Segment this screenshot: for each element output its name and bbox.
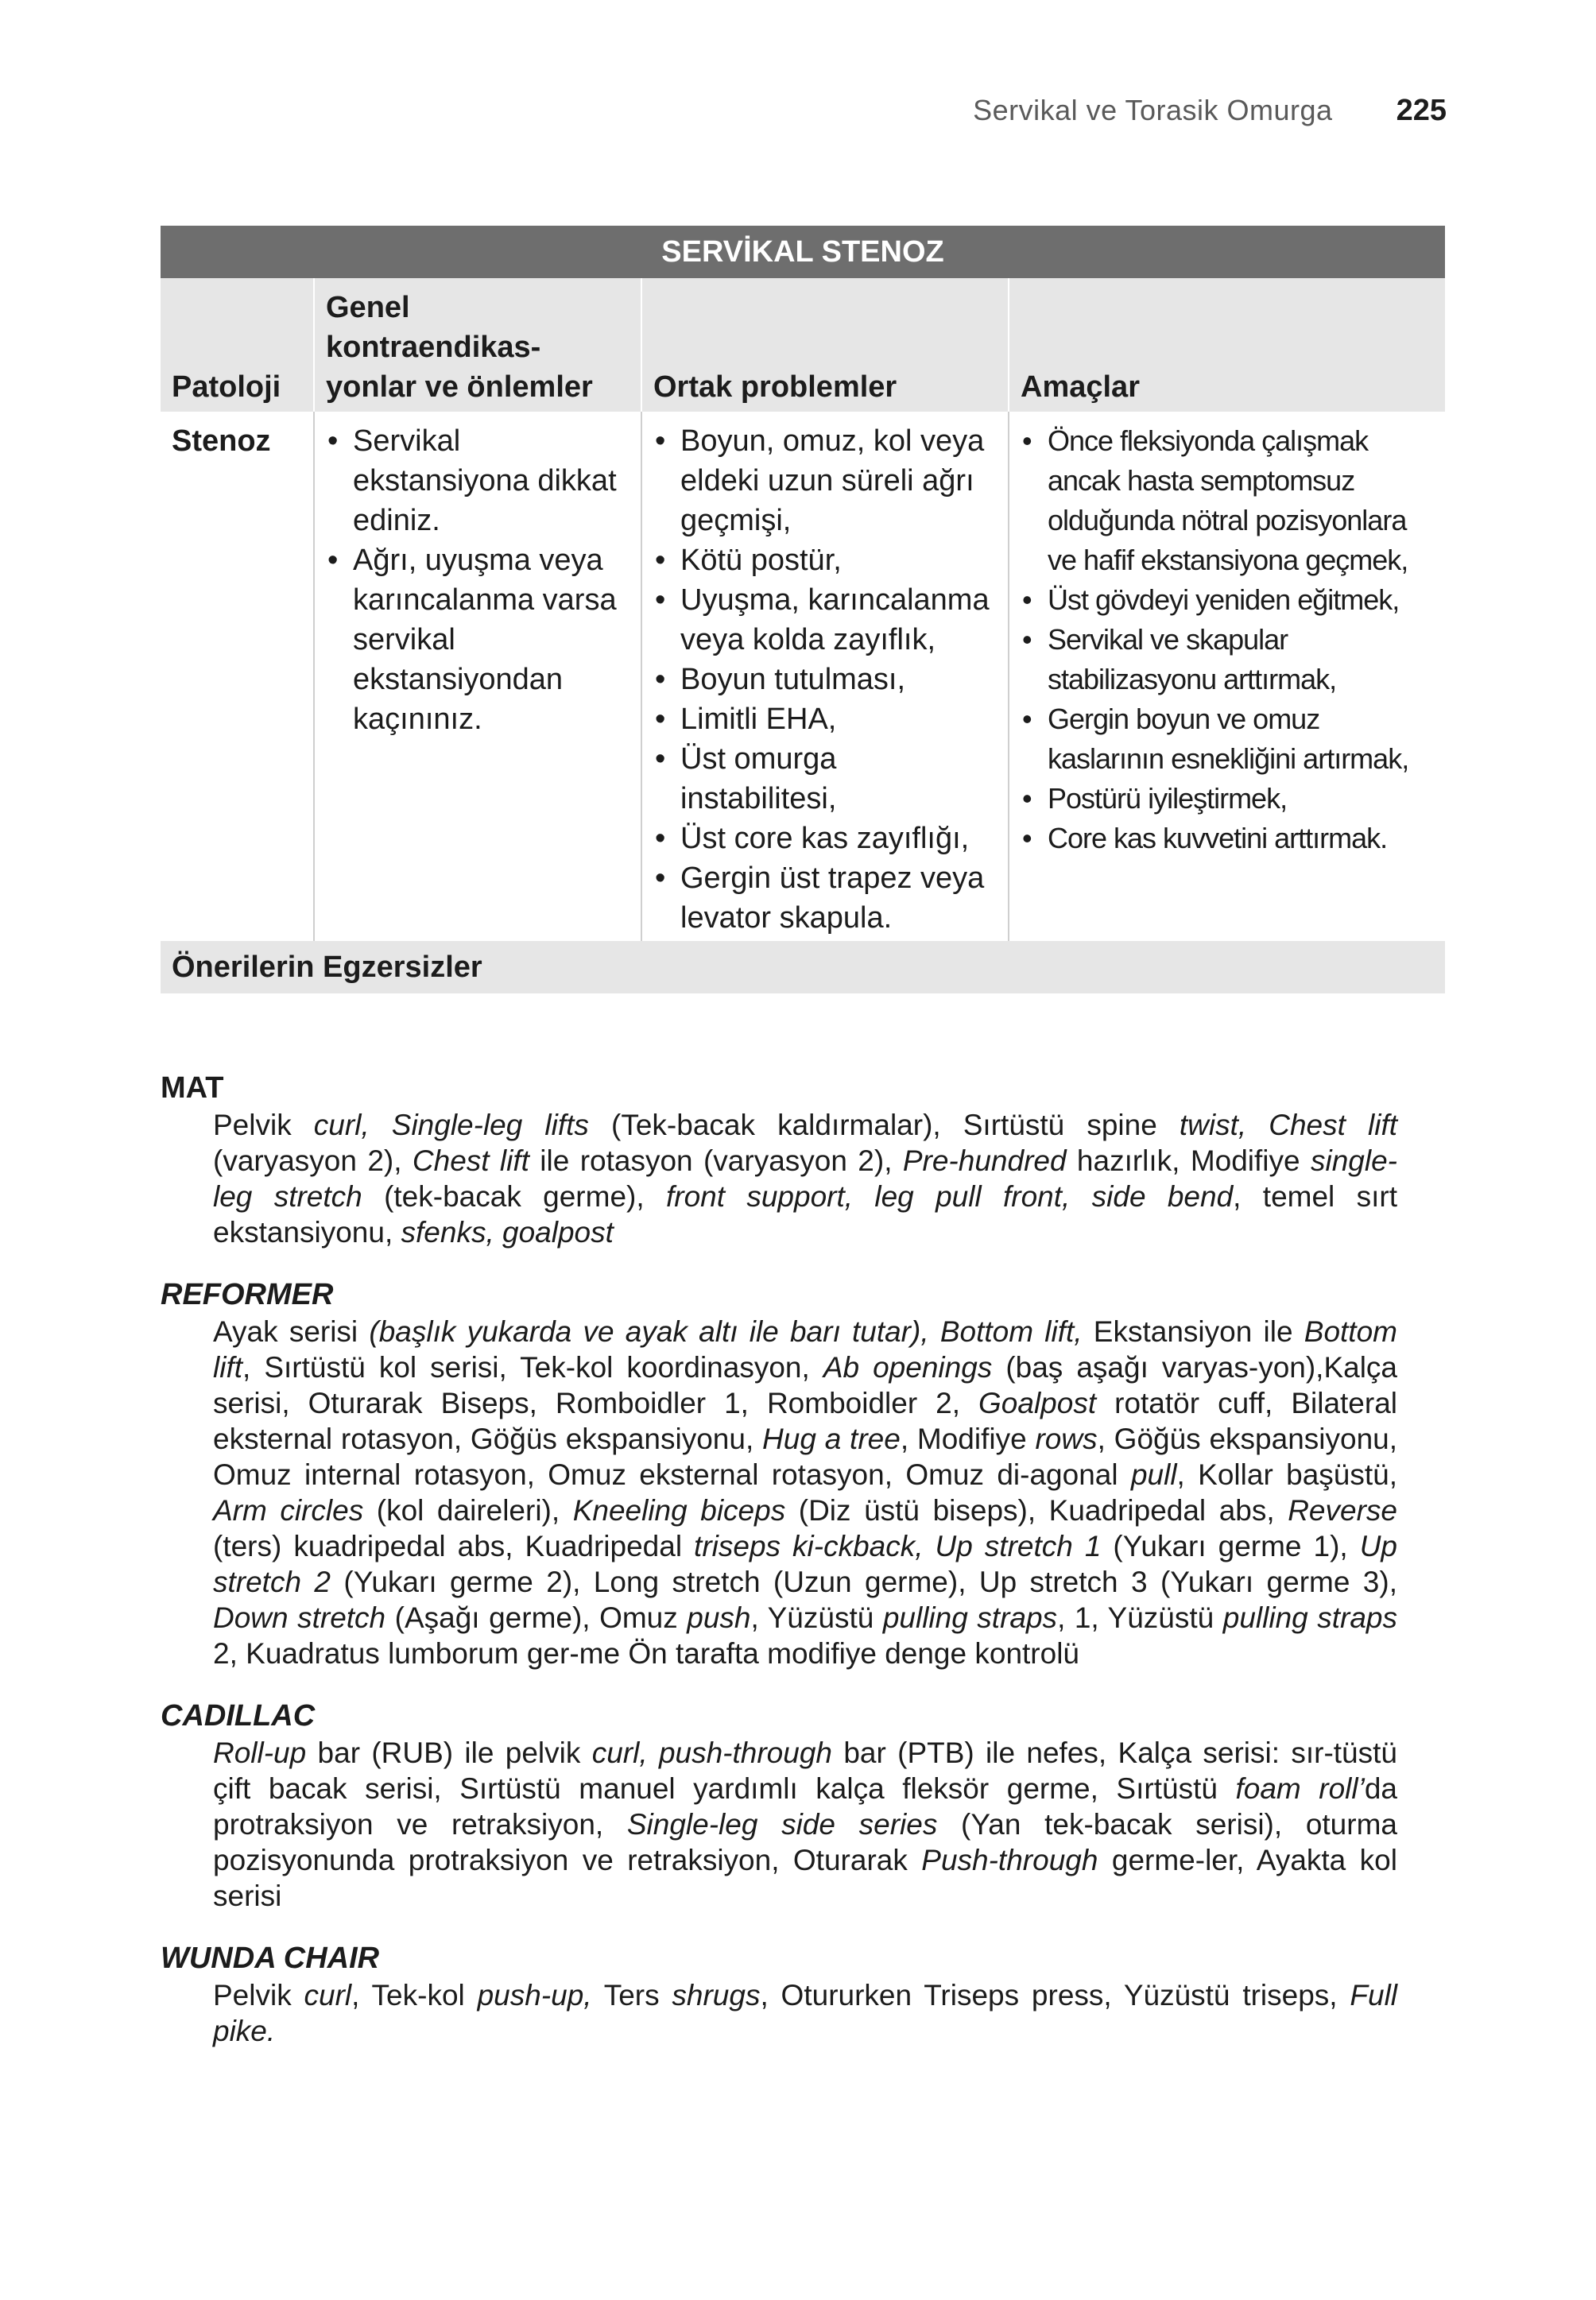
text-run: (Yukarı germe 2), Long stretch (Uzun germe), Up stretch 3 (Yukarı germe 3), <box>331 1566 1397 1598</box>
text-run: (kol daireleri), <box>363 1494 573 1527</box>
text-run: Üst <box>680 822 734 855</box>
italic-text: Pre-hundred <box>902 1144 1067 1177</box>
text-run: germe-ler, Ayakta kol serisi <box>213 1844 1397 1912</box>
text-run: , Sırtüstü kol serisi, Tek-kol koordinasyon, <box>242 1351 823 1384</box>
text-run: Ters <box>591 1979 672 2012</box>
text-run: Üst omurga instabilitesi, <box>680 742 837 815</box>
text-run: (baş aşağı varyas-yon),Kalça serisi, Oturarak Biseps, Romboidler 1, Romboidler 2, <box>213 1351 1398 1419</box>
italic-text: foam roll’ <box>1235 1772 1365 1805</box>
text-run: Gergin boyun ve omuz kaslarının esnekliğini artırmak, <box>1048 703 1409 775</box>
column-header-goals: Amaçlar <box>1009 278 1445 412</box>
text-run: Ekstansiyon ile <box>1082 1315 1304 1348</box>
italic-text: Single-leg side series <box>626 1808 938 1841</box>
italic-text: Roll-up <box>213 1737 307 1769</box>
text-run: (Tek-bacak kaldırmalar), Sırtüstü spine <box>588 1109 1180 1141</box>
list-item <box>653 540 997 580</box>
italic-text: Chest lift <box>412 1144 529 1177</box>
recommended-exercises-label: Önerilerin Egzersizler <box>161 941 1445 993</box>
text-run: Üst gövdeyi yeniden eğitmek, <box>1048 583 1400 616</box>
text-run: bar (RUB) ile pelvik <box>306 1737 592 1769</box>
italic-text: Full pike. <box>213 1979 1398 2047</box>
list-item <box>653 699 997 739</box>
italic-text: Core <box>1048 822 1107 854</box>
list-item <box>653 858 997 938</box>
section-body <box>161 1735 1397 1914</box>
italic-text: core <box>734 822 793 855</box>
list-item <box>1021 819 1434 858</box>
exercise-section <box>161 1697 1445 1914</box>
section-body <box>161 1107 1397 1250</box>
goals-list <box>1021 421 1434 858</box>
column-header-pathology: Patoloji <box>161 278 314 412</box>
text-run: , Modifiye <box>900 1423 1036 1455</box>
italic-text: pulling straps <box>1222 1601 1397 1634</box>
text-run: Uyuşma, karıncalanma veya kolda zayıflık, <box>680 583 990 656</box>
text-run: (tek-bacak germe), <box>362 1180 666 1213</box>
italic-text: curl, Single-leg lifts <box>313 1109 589 1141</box>
text-run: Gergin üst trapez veya levator skapula. <box>680 862 985 935</box>
italic-text: single-leg stretch <box>213 1144 1397 1213</box>
text-run: rotatör cuff, Bilateral eksternal rotasyon, Göğüs ekspansiyonu, <box>213 1387 1397 1455</box>
italic-text: twist, Chest lift <box>1179 1109 1398 1141</box>
section-heading: CADILLAC <box>161 1699 316 1733</box>
page-number: 225 <box>1396 94 1447 127</box>
list-item <box>653 580 997 660</box>
table-row <box>161 412 1445 941</box>
text-run: Pelvik <box>213 1109 314 1141</box>
exercise-section <box>161 1939 1445 2049</box>
italic-text: pull <box>1130 1458 1177 1491</box>
text-run: , Göğüs ekspansiyonu, Omuz internal rotasyon, Omuz eksternal rotasyon, Omuz di-agonal <box>213 1423 1398 1491</box>
running-header <box>795 94 1447 128</box>
italic-text: Push-through <box>921 1844 1098 1876</box>
text-run: (Yan tek-bacak serisi), oturma pozisyonunda protraksiyon ve retraksiyon, Oturarak <box>213 1808 1397 1876</box>
text-run: Postürü iyileştirmek, <box>1048 782 1288 815</box>
list-item <box>1021 580 1434 620</box>
text-run: Servikal ve skapular stabilizasyonu arttırmak, <box>1048 623 1337 695</box>
text-run: da protraksiyon ve retraksiyon, <box>213 1772 1397 1841</box>
list-item <box>653 421 997 540</box>
text-run: (Aşağı germe), Omuz <box>385 1601 688 1634</box>
italic-text: triseps ki-ckback, Up stretch 1 <box>694 1530 1102 1562</box>
text-run: , Tek-kol <box>351 1979 478 2012</box>
italic-text: Reverse <box>1288 1494 1397 1527</box>
text-run: hazırlık, Modifiye <box>1066 1144 1311 1177</box>
text-run: kas kuvvetini arttırmak. <box>1106 822 1388 854</box>
italic-text: sfenks, goalpost <box>401 1216 614 1249</box>
italic-text: Arm circles <box>213 1494 364 1527</box>
italic-text: Down stretch <box>213 1601 386 1634</box>
contraindications-list <box>326 421 629 739</box>
list-item: • Ağrı, uyuşma veya karıncalanma varsa servikal ekstansiyondan kaçınınız. <box>326 540 629 739</box>
text-run: , 1, Yüzüstü <box>1057 1601 1223 1634</box>
list-item <box>1021 699 1434 779</box>
italic-text: Bottom lift <box>213 1315 1397 1384</box>
list-item <box>653 739 997 819</box>
problems-cell <box>641 412 1009 941</box>
list-item <box>1021 421 1434 580</box>
list-item <box>1021 620 1434 699</box>
pathology-cell: Stenoz <box>172 424 271 458</box>
goals-cell <box>1009 412 1445 941</box>
italic-text: Up stretch 2 <box>213 1530 1398 1598</box>
text-run: Kötü postür, <box>680 544 842 577</box>
italic-text: pulling straps <box>882 1601 1058 1634</box>
italic-text: front support, leg pull front, side bend <box>665 1180 1234 1213</box>
italic-text: rows <box>1035 1423 1098 1455</box>
text-run: (varyasyon 2), <box>213 1144 413 1177</box>
text-run: Limitli EHA, <box>680 703 837 736</box>
italic-text: curl <box>304 1979 352 2012</box>
stenosis-table <box>161 226 1445 993</box>
text-run: bar (PTB) ile nefes, Kalça serisi: sır-tüstü çift bacak serisi, Sırtüstü manuel yardımlı kalça fleksör germe, Sırtüstü <box>213 1737 1397 1805</box>
contraindications-cell <box>314 412 641 941</box>
list-item <box>653 660 997 699</box>
section-heading: MAT <box>161 1071 224 1105</box>
italic-text: Goalpost <box>978 1387 1097 1419</box>
column-header-contraindications: Genel kontraendikas-yonlar ve önlemler <box>314 278 641 412</box>
text-run: kas zayıflığı, <box>792 822 970 855</box>
exercise-section <box>161 1276 1445 1671</box>
italic-text: (başlık yukarda ve ayak altı ile barı tutar), Bottom lift, <box>369 1315 1083 1348</box>
text-run: , Otururken Triseps press, Yüzüstü triseps, <box>760 1979 1350 2012</box>
italic-text: shrugs <box>672 1979 761 2012</box>
text-run: Boyun tutulması, <box>680 663 906 696</box>
exercise-section <box>161 1069 1445 1250</box>
text-run: , Yüzüstü <box>750 1601 883 1634</box>
text-run: , temel sırt ekstansiyonu, <box>213 1180 1397 1249</box>
list-item <box>1021 779 1434 819</box>
italic-text: push <box>687 1601 751 1634</box>
section-heading: REFORMER <box>161 1278 334 1311</box>
text-run: (Yukarı germe 1), <box>1101 1530 1360 1562</box>
italic-text: curl, push-through <box>591 1737 832 1769</box>
running-header-section: Servikal ve Torasik Omurga <box>973 94 1333 126</box>
column-header-problems: Ortak problemler <box>641 278 1009 412</box>
section-body <box>161 1977 1397 2049</box>
table-title: SERVİKAL STENOZ <box>161 226 1445 278</box>
text-run: 2, Kuadratus lumborum ger-me Ön tarafta modifiye denge kontrolü <box>213 1637 1080 1670</box>
text-run: , Kollar başüstü, <box>1176 1458 1397 1491</box>
list-item: • Servikal ekstansiyona dikkat ediniz. <box>326 421 629 540</box>
list-item <box>653 819 997 858</box>
section-heading: WUNDA CHAIR <box>161 1942 380 1975</box>
text-run: Ayak serisi <box>213 1315 370 1348</box>
text-run: (Diz üstü biseps), Kuadripedal abs, <box>785 1494 1288 1527</box>
italic-text: Ab openings <box>823 1351 993 1384</box>
text-run: Boyun, omuz, kol veya eldeki uzun süreli ağrı geçmişi, <box>680 424 985 537</box>
italic-text: Kneeling biceps <box>572 1494 786 1527</box>
text-run: (ters) kuadripedal abs, Kuadripedal <box>213 1530 695 1562</box>
problems-list <box>653 421 997 938</box>
section-body <box>161 1314 1397 1671</box>
exercise-sections <box>161 1069 1445 2074</box>
text-run: Pelvik <box>213 1979 304 2012</box>
italic-text: push-up, <box>477 1979 592 2012</box>
text-run: Önce fleksiyonda çalışmak ancak hasta semptomsuz olduğunda nötral pozisyonlara ve hafif ekstansiyona geçmek, <box>1048 424 1408 576</box>
italic-text: Hug a tree <box>762 1423 901 1455</box>
text-run: ile rotasyon (varyasyon 2), <box>529 1144 903 1177</box>
